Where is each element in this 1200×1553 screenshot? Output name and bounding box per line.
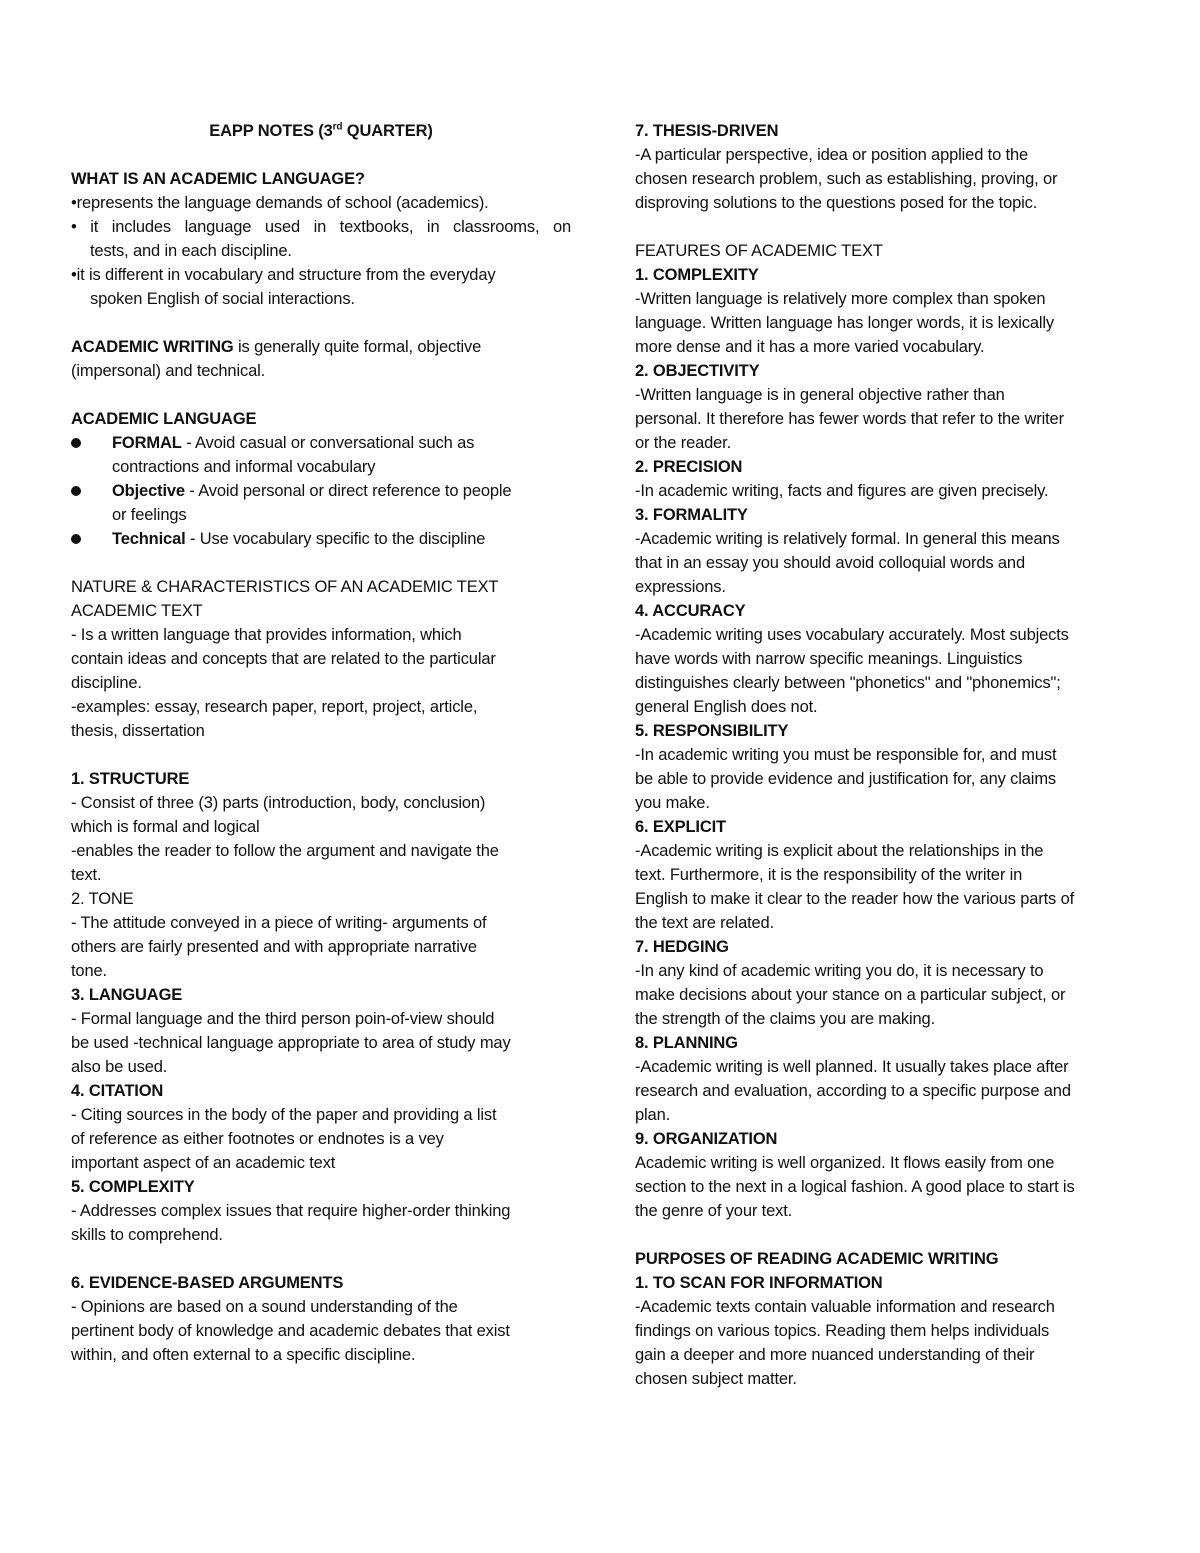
bullet-icon (71, 438, 81, 448)
paragraph-line: text. (71, 866, 102, 884)
paragraph-line: disproving solutions to the questions posed for the topic. (635, 194, 1038, 212)
paragraph-line: plan. (635, 1106, 671, 1124)
section-heading: NATURE & CHARACTERISTICS OF AN ACADEMIC TEXT (71, 578, 499, 596)
bullet-continuation: spoken English of social interactions. (90, 290, 355, 308)
item-heading: 6. EVIDENCE-BASED ARGUMENTS (71, 1274, 344, 1292)
paragraph-line: be used -technical language appropriate to area of study may (71, 1034, 511, 1052)
paragraph-line: discipline. (71, 674, 142, 692)
paragraph-line: personal. It therefore has fewer words that refer to the writer (635, 410, 1064, 428)
paragraph-line: be able to provide evidence and justification for, any claims (635, 770, 1057, 788)
paragraph-line: tone. (71, 962, 107, 980)
item-heading: 6. EXPLICIT (635, 818, 726, 836)
item-heading: 8. PLANNING (635, 1034, 738, 1052)
paragraph-line: -Academic writing is explicit about the relationships in the (635, 842, 1044, 860)
document-title: EAPP NOTES (3rd QUARTER) (209, 121, 433, 140)
section-heading: WHAT IS AN ACADEMIC LANGUAGE? (71, 170, 365, 188)
paragraph-line: general English does not. (635, 698, 818, 716)
paragraph-line: -Academic writing is well planned. It usually takes place after (635, 1058, 1069, 1076)
paragraph-line: also be used. (71, 1058, 168, 1076)
item-heading: 1. TO SCAN FOR INFORMATION (635, 1274, 883, 1292)
item-heading: 4. ACCURACY (635, 602, 746, 620)
paragraph-line: -Academic texts contain valuable information and research (635, 1298, 1055, 1316)
paragraph-line: - Opinions are based on a sound understanding of the (71, 1298, 458, 1316)
bullet-line: •it is different in vocabulary and structure from the everyday (71, 266, 496, 284)
left-column (71, 119, 571, 1367)
list-item-continuation: or feelings (112, 506, 187, 524)
paragraph-line: the strength of the claims you are making. (635, 1010, 936, 1028)
paragraph-line: contain ideas and concepts that are related to the particular (71, 650, 496, 668)
item-heading: 3. LANGUAGE (71, 986, 183, 1004)
paragraph-line: English to make it clear to the reader how the various parts of (635, 890, 1075, 908)
paragraph-line: - Formal language and the third person poin-of-view should (71, 1010, 495, 1028)
bullet-line-justified: • it includes language used in textbooks, in classrooms, on (71, 218, 571, 236)
paragraph-line: (impersonal) and technical. (71, 362, 266, 380)
paragraph-line: -Academic writing is relatively formal. In general this means (635, 530, 1060, 548)
item-heading: 2. PRECISION (635, 458, 743, 476)
paragraph-line: -Written language is in general objective rather than (635, 386, 1005, 404)
item-heading: 9. ORGANIZATION (635, 1130, 778, 1148)
paragraph-line: have words with narrow specific meanings. Linguistics (635, 650, 1023, 668)
paragraph-line: section to the next in a logical fashion. A good place to start is (635, 1178, 1075, 1196)
item-heading: 5. COMPLEXITY (71, 1178, 195, 1196)
paragraph-line: -enables the reader to follow the argument and navigate the (71, 842, 499, 860)
paragraph-line: -examples: essay, research paper, report, project, article, (71, 698, 478, 716)
paragraph-line: -In academic writing, facts and figures are given precisely. (635, 482, 1049, 500)
list-item: FORMAL - Avoid casual or conversational such as (71, 431, 571, 455)
bullet-icon (71, 534, 81, 544)
paragraph-line: you make. (635, 794, 710, 812)
paragraph-line: within, and often external to a specific discipline. (71, 1346, 416, 1364)
paragraph-line: of reference as either footnotes or endnotes is a vey (71, 1130, 444, 1148)
paragraph-line: findings on various topics. Reading them helps individuals (635, 1322, 1050, 1340)
paragraph-line: chosen subject matter. (635, 1370, 797, 1388)
paragraph-line: skills to comprehend. (71, 1226, 223, 1244)
list-item: Objective - Avoid personal or direct reference to people (71, 479, 571, 503)
paragraph-line: -In academic writing you must be responsible for, and must (635, 746, 1057, 764)
paragraph-line: expressions. (635, 578, 726, 596)
paragraph-line: research and evaluation, according to a specific purpose and (635, 1082, 1071, 1100)
paragraph-line: text. Furthermore, it is the responsibility of the writer in (635, 866, 1023, 884)
paragraph-line: language. Written language has longer words, it is lexically (635, 314, 1055, 332)
paragraph-line: that in an essay you should avoid colloquial words and (635, 554, 1025, 572)
section-heading: ACADEMIC LANGUAGE (71, 410, 257, 428)
subsection-heading: ACADEMIC TEXT (71, 602, 203, 620)
section-heading: FEATURES OF ACADEMIC TEXT (635, 242, 883, 260)
paragraph-line: chosen research problem, such as establishing, proving, or (635, 170, 1058, 188)
paragraph-line: Academic writing is well organized. It flows easily from one (635, 1154, 1055, 1172)
right-column (635, 119, 1135, 1391)
item-heading: 4. CITATION (71, 1082, 164, 1100)
item-heading: 3. FORMALITY (635, 506, 748, 524)
paragraph-line: pertinent body of knowledge and academic debates that exist (71, 1322, 510, 1340)
paragraph-line: which is formal and logical (71, 818, 260, 836)
item-heading: 1. STRUCTURE (71, 770, 190, 788)
paragraph-line: - The attitude conveyed in a piece of writing- arguments of (71, 914, 487, 932)
paragraph-line: make decisions about your stance on a particular subject, or (635, 986, 1066, 1004)
paragraph-line: -A particular perspective, idea or position applied to the (635, 146, 1029, 164)
paragraph-line: the genre of your text. (635, 1202, 793, 1220)
paragraph-line: - Citing sources in the body of the paper and providing a list (71, 1106, 497, 1124)
paragraph-line: or the reader. (635, 434, 732, 452)
paragraph-line: others are fairly presented and with appropriate narrative (71, 938, 477, 956)
list-item-continuation: contractions and informal vocabulary (112, 458, 376, 476)
item-heading: 7. HEDGING (635, 938, 729, 956)
paragraph-line: important aspect of an academic text (71, 1154, 336, 1172)
paragraph-line: the text are related. (635, 914, 775, 932)
paragraph-line: -Academic writing uses vocabulary accurately. Most subjects (635, 626, 1069, 644)
list-item: Technical - Use vocabulary specific to the discipline (71, 527, 571, 551)
paragraph-line: thesis, dissertation (71, 722, 205, 740)
item-heading: 2. OBJECTIVITY (635, 362, 760, 380)
paragraph-line: more dense and it has a more varied vocabulary. (635, 338, 985, 356)
bullet-line: •represents the language demands of school (academics). (71, 194, 489, 212)
paragraph-line: gain a deeper and more nuanced understanding of their (635, 1346, 1035, 1364)
paragraph-line: - Addresses complex issues that require higher-order thinking (71, 1202, 511, 1220)
paragraph-line: ACADEMIC WRITING is generally quite formal, objective (71, 338, 482, 356)
bullet-continuation: tests, and in each discipline. (90, 242, 292, 260)
paragraph-line: -In any kind of academic writing you do, it is necessary to (635, 962, 1044, 980)
paragraph-line: - Consist of three (3) parts (introduction, body, conclusion) (71, 794, 486, 812)
bullet-icon (71, 486, 81, 496)
item-heading: 5. RESPONSIBILITY (635, 722, 789, 740)
paragraph-line: distinguishes clearly between "phonetics" and "phonemics"; (635, 674, 1061, 692)
item-heading: 7. THESIS-DRIVEN (635, 122, 779, 140)
item-heading: 2. TONE (71, 890, 134, 908)
item-heading: 1. COMPLEXITY (635, 266, 759, 284)
section-heading: PURPOSES OF READING ACADEMIC WRITING (635, 1250, 999, 1268)
paragraph-line: -Written language is relatively more complex than spoken (635, 290, 1046, 308)
paragraph-line: - Is a written language that provides information, which (71, 626, 462, 644)
